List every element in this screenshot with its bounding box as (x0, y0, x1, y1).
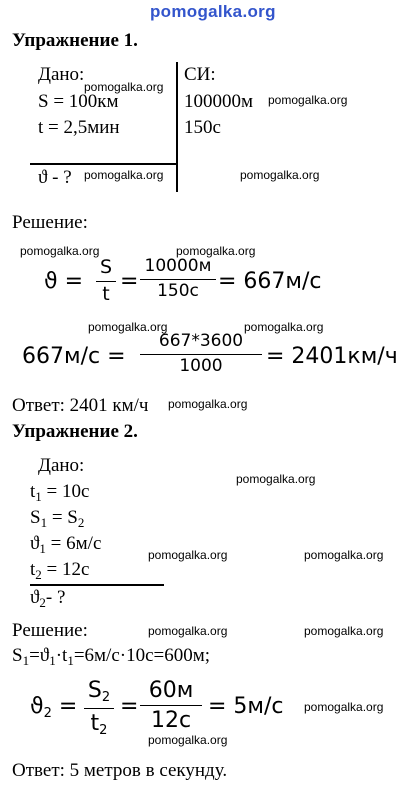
solution-label-1: Решение: (12, 212, 88, 233)
given-t1: $t_1 = 10с$ (30, 481, 90, 504)
watermark: pomogalka.org (304, 700, 384, 714)
given-label: Дано: (38, 64, 85, 85)
formula1-num2: 10000м (144, 256, 212, 276)
given-t2: $t_2 = 12с$ (30, 559, 90, 582)
formula3-eq2: = (120, 694, 139, 719)
formula2-lhs: 667м/с = (22, 344, 126, 369)
watermark: pomogalka.org (176, 244, 256, 258)
exercise-2-title: Упражнение 2. (12, 421, 138, 442)
formula1-fraction-b (140, 257, 216, 301)
solution-label-2: Решение: (12, 620, 88, 641)
formula3-den: $t_2$ (90, 710, 108, 738)
solution-line-2: $S_1=ϑ_1\cdot t_1=6м/с\cdot 10с=600м$; (12, 645, 211, 668)
si-label: СИ: (184, 64, 216, 85)
si-time: 150с (184, 117, 221, 138)
formula2-den: 1000 (179, 355, 223, 376)
formula3-num2: 60м (148, 678, 194, 703)
si-distance: 100000м (184, 91, 254, 112)
find-velocity: ϑ - ? (38, 167, 72, 188)
answer-1: Ответ: 2401 км/ч (12, 395, 149, 416)
watermark: pomogalka.org (304, 624, 384, 638)
find-v2: $ϑ_2-$ ? (30, 587, 66, 610)
formula1-fraction-a (96, 257, 116, 306)
formula1-den2: 150с (157, 280, 199, 301)
formula1-result: = 667м/с (218, 269, 322, 294)
formula1-den: t (102, 282, 110, 305)
given-time: t = 2,5мин (38, 117, 120, 138)
formula3-num: $S_2$ (87, 678, 111, 705)
watermark: pomogalka.org (240, 168, 320, 182)
given-find-divider (30, 163, 178, 165)
formula1-eq: = (120, 269, 139, 294)
formula1-num: S (99, 256, 113, 278)
formula2-result: = 2401км/ч (266, 344, 398, 369)
watermark: pomogalka.org (148, 548, 228, 562)
given-v1: $ϑ_1 = 6м/с$ (30, 533, 102, 556)
formula3-result: = 5м/с (208, 694, 284, 719)
formula3-fraction-b (140, 678, 202, 734)
watermark: pomogalka.org (84, 168, 164, 182)
given-si-divider (176, 62, 178, 192)
watermark: pomogalka.org (148, 733, 228, 747)
watermark: pomogalka.org (268, 93, 348, 107)
watermark: pomogalka.org (88, 320, 168, 334)
given-distance: S = 100км (38, 91, 119, 112)
given-label-2: Дано: (38, 455, 85, 476)
formula3-lhs: $ϑ_2$ = (30, 694, 78, 721)
formula1-lhs: ϑ = (44, 269, 84, 294)
watermark: pomogalka.org (236, 472, 316, 486)
exercise-1-title: Упражнение 1. (12, 30, 138, 51)
watermark: pomogalka.org (244, 320, 324, 334)
watermark: pomogalka.org (304, 548, 384, 562)
watermark: pomogalka.org (148, 624, 228, 638)
formula2-num: 667*3600 (158, 331, 244, 351)
given-s1-s2: $S_1 = S_2$ (30, 507, 85, 530)
formula3-fraction-a (84, 678, 114, 739)
formula3-den2: 12с (150, 708, 192, 734)
answer-2: Ответ: 5 метров в секунду. (12, 760, 228, 781)
given-find-divider-2 (30, 584, 164, 586)
site-header: pomogalka.org (150, 2, 276, 21)
watermark: pomogalka.org (168, 397, 248, 411)
formula2-fraction (140, 332, 262, 376)
watermark: pomogalka.org (20, 244, 100, 258)
watermark: pomogalka.org (84, 80, 164, 94)
